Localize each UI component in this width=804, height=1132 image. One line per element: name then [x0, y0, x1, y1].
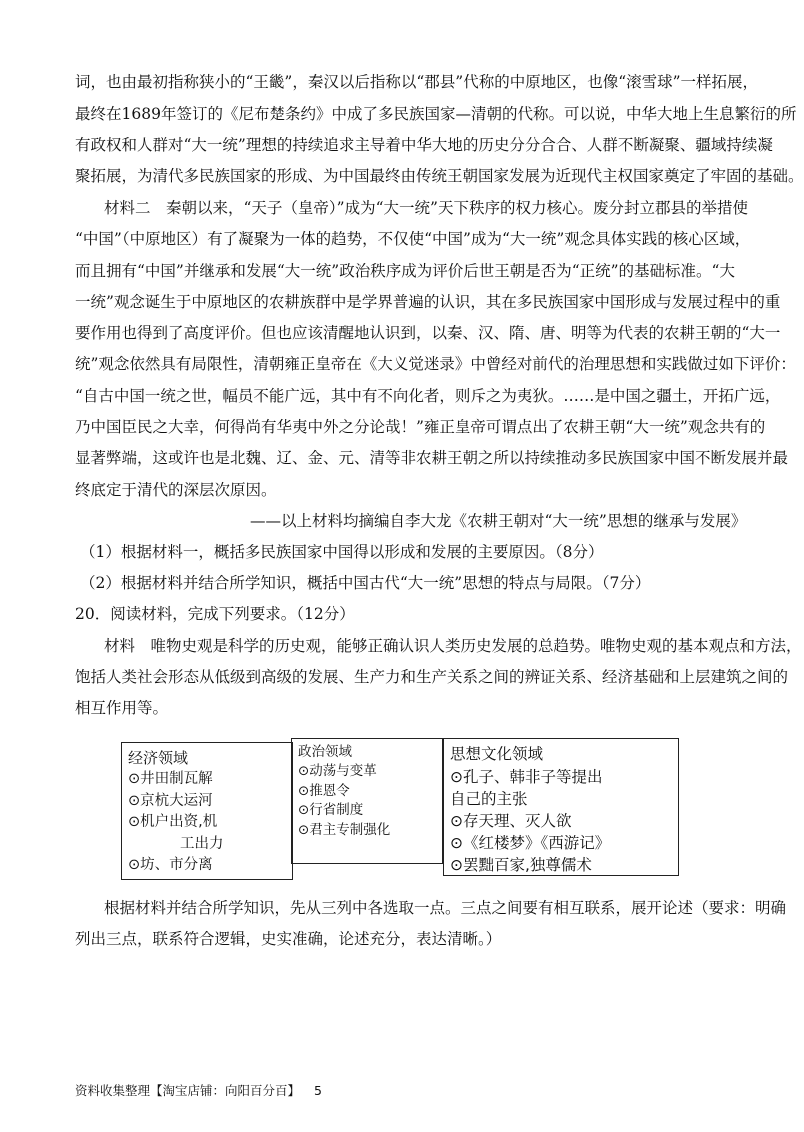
q20-task-line-2: 列出三点，联系符合逻辑，史实准确，论述充分，表达清晰。） [75, 930, 502, 948]
culture-title: 思想文化领域 [450, 745, 544, 763]
economy-item: ⊙井田制瓦解 [128, 771, 213, 787]
material1-line-2: 最终在1689年签订的《尼布楚条约》中成了多民族国家—清朝的代称。可以说，中华大地上生息繁衍的所 [75, 105, 797, 123]
politics-item: ⊙动荡与变革 [298, 763, 377, 779]
source-citation: ——以上材料均摘编自李大龙《农耕王朝对“大一统”思想的继承与发展》 [250, 512, 747, 530]
material2-line-4: 一统”观念诞生于中原地区的农耕族群中是学界普遍的认识，其在多民族国家中国形成与发展过程中的重 [75, 293, 781, 311]
material2-line-5: 要作用也得到了高度评价。但也应该清醒地认识到，以秦、汉、隋、唐、明等为代表的农耕王朝的“大一 [75, 324, 781, 342]
politics-item: ⊙推恩令 [298, 782, 350, 799]
page-footer [75, 1082, 322, 1100]
question-1: （1）根据材料一，概括多民族国家中国得以形成和发展的主要原因。（8分） [80, 543, 604, 561]
q20-material-line-2: 饱括人类社会形态从低级到高级的发展、生产力和生产关系之间的辨证关系、经济基础和上层建筑之间的 [75, 668, 789, 686]
material2-line-10: 终底定于清代的深层次原因。 [75, 481, 277, 499]
material2-line-3: 而且拥有“中国”并继承和发展“大一统”政治秩序成为评价后世王朝是否为“正统”的基础标准。“大 [75, 262, 735, 280]
material1-line-4: 聚拓展，为清代多民族国家的形成、为中国最终由传统王朝国家发展为近现代主权国家奠定了牢固的基础。 [75, 167, 804, 185]
material2-line-9: 显著弊端，这或许也是北魏、辽、金、元、清等非农耕王朝之所以持续推动多民族国家中国不断发展并最 [75, 449, 789, 467]
economy-title: 经济领域 [128, 749, 189, 767]
material2-line-2: “中国”（中原地区）有了凝聚为一体的趋势，不仅使“中国”成为“大一统”观念具体实践的核心区域， [75, 230, 751, 248]
footer-source: 资料收集整理【淘宝店铺：向阳百分百】 [75, 1083, 301, 1098]
culture-item: ⊙孔子、韩非子等提出 [450, 768, 603, 786]
material2-line-1: 材料二 秦朝以来，“天子（皇帝）”成为“大一统”天下秩序的权力核心。废分封立郡县的举措使 [104, 199, 748, 217]
economy-item: ⊙坊、市分离 [128, 857, 213, 873]
q20-task-line-1: 根据材料并结合所学知识，先从三列中各选取一点。三点之间要有相互联系，展开论述（要求：明确 [104, 899, 787, 917]
question-2: （2）根据材料并结合所学知识，概括中国古代“大一统”思想的特点与局限。（7分） [80, 574, 651, 592]
politics-item: ⊙君主专制强化 [298, 821, 391, 838]
material1-line-3: 有政权和人群对“大一统”理想的持续追求主导着中华大地的历史分分合合、人群不断凝聚、疆域持续凝 [75, 136, 773, 154]
material2-line-8: 乃中国臣民之大幸，何得尚有华夷中外之分论哉！”雍正皇帝可谓点出了农耕王朝“大一统”观念共有的 [75, 418, 766, 436]
material1-line-1: 词，也由最初指称狭小的“王畿”，秦汉以后指称以“郡县”代称的中原地区，也像“滚雪球”一样拓展， [75, 73, 759, 91]
culture-item: ⊙《红楼梦》《西游记》 [450, 834, 611, 852]
culture-column [443, 738, 679, 876]
q20-material-line-3: 相互作用等。 [75, 699, 169, 717]
economy-item-continuation: 工出力 [180, 835, 224, 852]
economy-item: ⊙京杭大运河 [128, 792, 213, 809]
economy-item: ⊙机户出资,机 [128, 814, 218, 830]
politics-item: ⊙行省制度 [298, 802, 364, 818]
culture-item: ⊙存天理、灭人欲 [450, 812, 572, 830]
culture-item: ⊙罢黜百家,独尊儒术 [450, 856, 592, 874]
culture-item-continuation: 自己的主张 [450, 790, 528, 808]
material2-line-6: 统”观念依然具有局限性，清朝雍正皇帝在《大义觉迷录》中曾经对前代的治理思想和实践做过如下评价： [75, 355, 796, 373]
politics-title: 政治领域 [298, 744, 352, 760]
q20-material-line-1: 材料 唯物史观是科学的历史观，能够正确认识人类历史发展的总趋势。唯物史观的基本观点和方法， [104, 637, 802, 655]
economy-column [121, 742, 293, 880]
question-20-heading: 20．阅读材料，完成下列要求。（12分） [75, 605, 355, 623]
material2-line-7: “自古中国一统之世，幅员不能广远，其中有不向化者，则斥之为夷狄。……是中国之疆土，开拓广远， [75, 387, 781, 405]
politics-column [291, 738, 443, 864]
three-column-table [121, 738, 679, 876]
page-number: 5 [314, 1083, 322, 1098]
